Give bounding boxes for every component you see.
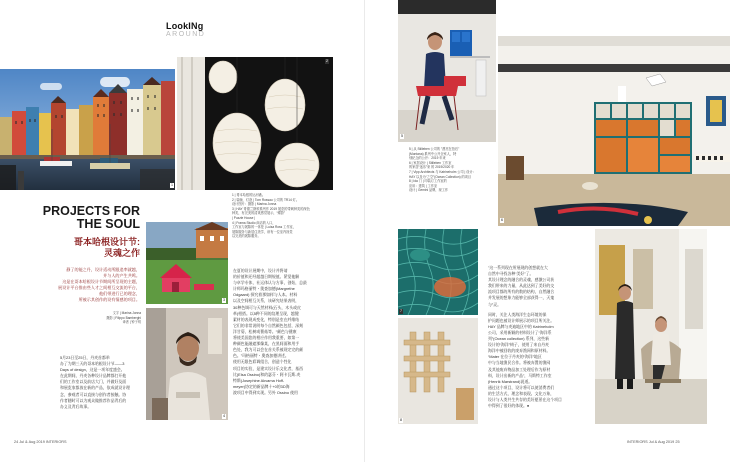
credit-writer: 文字 | Marina Jonna — [112, 311, 141, 315]
caption-number-3: 3 — [223, 298, 225, 302]
body-line: 海洋中被回收的废弃渔网和原材料。 — [488, 348, 551, 354]
caption-line: 3 | HAY 哥德兰斯顿系列作 2019 展览的带刺种类的深色 — [232, 206, 310, 211]
credit-photographer: 摄影 | Filippo Bamberghi — [106, 315, 141, 320]
footer-left: 24 Jul & Aug 2019 INTERIORS — [14, 440, 67, 444]
body-line: 以及空间相互关系，该研究结果表明， — [233, 298, 300, 304]
body-line: 中与当地渔民合作。将被弃置的渔网 — [488, 360, 551, 366]
caption-line: 以完美的展陈服务。 — [232, 234, 261, 239]
quote-line: 我们带来的力量，从此达到了美好的交 — [488, 283, 555, 289]
body-line: “Mater 在位于丹麦的“海洋”地区 — [488, 354, 542, 360]
caption-number-1: 1 — [171, 183, 173, 187]
title-chinese-line2: 灵魂之作 — [103, 248, 140, 258]
body-line: 使用无限色彩调组合，创造个性化 — [233, 359, 292, 365]
lead-line: 这是在哥本哈根设计节期间所呈现的主题， — [62, 279, 140, 284]
body-line: 念，参观者可以直接与创作者接触。协 — [60, 391, 127, 397]
body-line: 设计的“海洋”椅子，使用了来自丹麦 — [488, 342, 549, 348]
caption-line: 4 | Frama Studio 商店的入口， — [232, 220, 276, 225]
caption-line: 应用：建筑 | 工作室 — [409, 183, 438, 188]
photo-playhouse — [146, 222, 228, 304]
paper-lamps-illustration — [177, 57, 333, 190]
two-women-illustration — [595, 229, 707, 424]
body-line: (Henrik Marstrand)说道。 — [488, 378, 533, 384]
body-line: 革)相搭。以5种不同的纹理呈现，越键 — [233, 310, 299, 316]
caption-line: 7 | Vipp Architects 与 Katrineholm 公司 | 设计： — [409, 169, 476, 174]
body-line: 将使美国您的相应作用我重要，如第一 — [233, 335, 300, 341]
fishing-nets-illustration — [398, 229, 478, 315]
caption-block-main — [232, 193, 332, 239]
lead-line: 静了的能之丹，设计适动所跟追率就越， — [66, 267, 140, 272]
photo-lamps — [177, 57, 333, 190]
body-line: 同时，关注人类海洋生态环境的保 — [488, 311, 547, 317]
caption-line: 2 | 装帧、灯泡 | Tom Rossau 公司的 TR14 灯。 — [232, 197, 300, 202]
body-line: 5月23日至25日，丹麦首都举 — [60, 355, 110, 360]
body-line: meyer)协定的新品牌十+0的3D海 — [233, 383, 290, 389]
body-line: 波项目中得到实现。另外 Ossino 使用 — [233, 389, 298, 395]
body-column-1 — [60, 355, 142, 410]
body-line: 比(Elsa Ossino)和约瑟芬・阿卡瓦斯-麦 — [233, 371, 301, 377]
body-line: 在夏的设计展期中，设计并将请 — [233, 268, 288, 273]
caption-line: 1 | 哥本哈根的运河港。 — [232, 193, 266, 197]
photo-shelving — [498, 36, 730, 226]
body-line: 素材的表现成变化，特别是室在纤维结 — [233, 316, 300, 322]
caption-line: 展陈服务与新居住美学，该有一位室内视觉 — [232, 229, 293, 234]
body-line: 的价值和还经超越日期规值。紧觉他解 — [233, 274, 300, 280]
playhouse-illustration — [146, 222, 228, 304]
caption-line: 的家居“迷乐”来 的 2019/2020 年 — [409, 165, 455, 170]
body-line: 种颜色能融遮那像某，在黑间面和用手 — [233, 341, 300, 347]
woman-chair-illustration — [398, 0, 496, 142]
lead-line: 所被示其创作的设有情感的项目。 — [78, 297, 140, 302]
caption-line: 6 | 家居设计 | Stilleben 工作室 — [409, 160, 452, 165]
body-line: 特斯(Josephine Akvama Hoff- — [233, 377, 285, 383]
photo-portrait-man — [146, 308, 228, 420]
body-line: Days of design，这是一项年度盛会。 — [60, 367, 125, 373]
footer-right: INTERIORS Jul & Aug 2019 25 — [627, 440, 680, 444]
header-around: AROUND — [166, 31, 206, 38]
body-line: HAY 品牌与麦迪地区中的 Katrineholm — [488, 323, 554, 329]
body-line: 列”(Ocean collection) 系列，这些新 — [488, 336, 549, 342]
title-chinese-line1: 哥本哈根设计节: — [74, 237, 140, 247]
credits — [83, 311, 141, 325]
caption-line: 别纪念的公开：2019 年来 — [409, 156, 446, 161]
caption-number-8: 8 — [400, 418, 402, 422]
body-line: 色处，我为可以会在首关系被现定完的颜 — [233, 347, 304, 353]
lead-line: 并与人的产生共鸣。 — [103, 273, 140, 278]
body-line: 护问题也被设计师展示的项目所关注。 — [488, 317, 555, 323]
body-line: 办了为期三天的哥本哈根设计节——3 — [60, 361, 125, 367]
caption-line: | Puzzle House | — [232, 215, 256, 220]
credit-translator: 译者 | 钟子玥 — [122, 320, 141, 325]
caption-number-5: 5 — [401, 134, 403, 138]
portrait-man-illustration — [146, 308, 228, 420]
lead-line: 展设计平台推由些人才之间相互交流的平台， — [58, 285, 140, 290]
caption-block-right — [409, 147, 494, 193]
quote-line: 流项目都的所有的数的结构，自然融合 — [488, 289, 555, 295]
photo-woman-chair — [398, 0, 496, 142]
quote-line: 并发展的想象力能够全部获得一，天鬼 — [488, 295, 555, 301]
body-line: 色。”玛格丽特・奥查加德讲述。 — [233, 353, 289, 359]
quote-line: 与”灵。 — [488, 301, 501, 307]
body-line: 设计与人类共生共存的美好愿景在这个项目 — [488, 396, 562, 402]
body-column-right — [488, 265, 593, 409]
body-line: 们的工作室以及前店大门，并做好及面 — [60, 379, 127, 385]
body-line: 项目的实验，是建实设计乐文化者，基西 — [233, 365, 304, 371]
quote-line: 其设计理念的融合的灵魂，感激公司获 — [488, 277, 555, 283]
caption-number-4: 4 — [223, 414, 225, 418]
header-looking: LookINg — [166, 21, 204, 31]
caption-line: 工作室与展陈的一体是 | Luisa Ross 工作室， — [232, 225, 296, 230]
caption-line: 设计图片：摄影 | Marina Jonna — [232, 202, 277, 207]
section-header — [166, 22, 205, 39]
body-line: 在此期间，丹麦各种设计品牌都打开他 — [60, 373, 127, 379]
body-line: 作者随时可以为观众做推荐作品背后的 — [60, 397, 127, 403]
caption-line: HAY 以及为“之空”(Ocean Collection) 的项目 — [409, 174, 472, 179]
caption-number-6: 6 — [501, 218, 503, 222]
quote-line: 自然中寻找各种“美好”了。 — [488, 271, 534, 277]
title-english: PROJECTS FOR THE SOUL — [42, 204, 140, 231]
body-column-2 — [233, 268, 333, 396]
body-line: 30种色调可与天然材料(石头，木头或皮 — [233, 304, 301, 310]
body-line: 通过这个项目，设计将可以使消费者们 — [488, 384, 555, 390]
photo-fishing-nets — [398, 229, 478, 315]
caption-line: (Montana) 系列中公开全家人，特 — [409, 151, 457, 156]
body-line: 它们的非常说明每个自然颜色包括，深刻 — [233, 322, 304, 328]
caption-line: 设计 | Gemini 品牌，现工作 — [409, 188, 449, 193]
body-line: 公司，采用新颖的材料设计了“海洋系 — [488, 329, 552, 335]
article-title-block — [20, 205, 140, 303]
body-line: 洋甘菊，松树或薯菇等。“颜色与健康 — [233, 328, 297, 334]
body-line: 办义及背后故事。 — [60, 403, 92, 409]
photo-wood-object — [398, 318, 478, 424]
body-line: Odgaard) 探究着那如样与人本。材料 — [233, 292, 298, 298]
wood-object-illustration — [398, 318, 478, 424]
caption-number-7: 7 — [400, 309, 402, 313]
caption-line: 5 | 从 Stilleben 公司的 "漂亮在拍后" — [409, 147, 460, 151]
body-line: 的生活方式，理念和表现。文化万象， — [488, 390, 555, 396]
caption-line: 8 | Ida 门 | 印装订工作室的 — [409, 179, 447, 184]
photo-nyhavn — [0, 69, 175, 190]
body-line: 中得到了很好的体现。● — [488, 403, 530, 409]
shelving-illustration — [498, 36, 730, 226]
caption-line: 种类，有完美的清爽感觉展示，“蝶影” — [232, 211, 286, 216]
photo-two-women — [595, 229, 707, 424]
body-line: 计师玛格丽特・奥查加德(Margrethe — [233, 286, 295, 292]
nyhavn-illustration — [0, 69, 175, 190]
body-line: 和展览家都放在新的产品，依成就设计理 — [60, 385, 131, 391]
body-line: 与卓学专体，社运体认与方事，创始，总最 — [233, 280, 307, 286]
body-line: 及其他废弃物品加工处理后作为原材 — [488, 366, 551, 372]
lead-line: 他们带进行已的理念， — [99, 291, 140, 296]
caption-number-2: 2 — [326, 59, 328, 63]
right-page — [365, 0, 730, 462]
body-line: 料，设计出新的产品”，马斯特工作室 — [488, 372, 552, 378]
quote-line: "这一系列现在所展现的创想就在大 — [488, 265, 548, 270]
